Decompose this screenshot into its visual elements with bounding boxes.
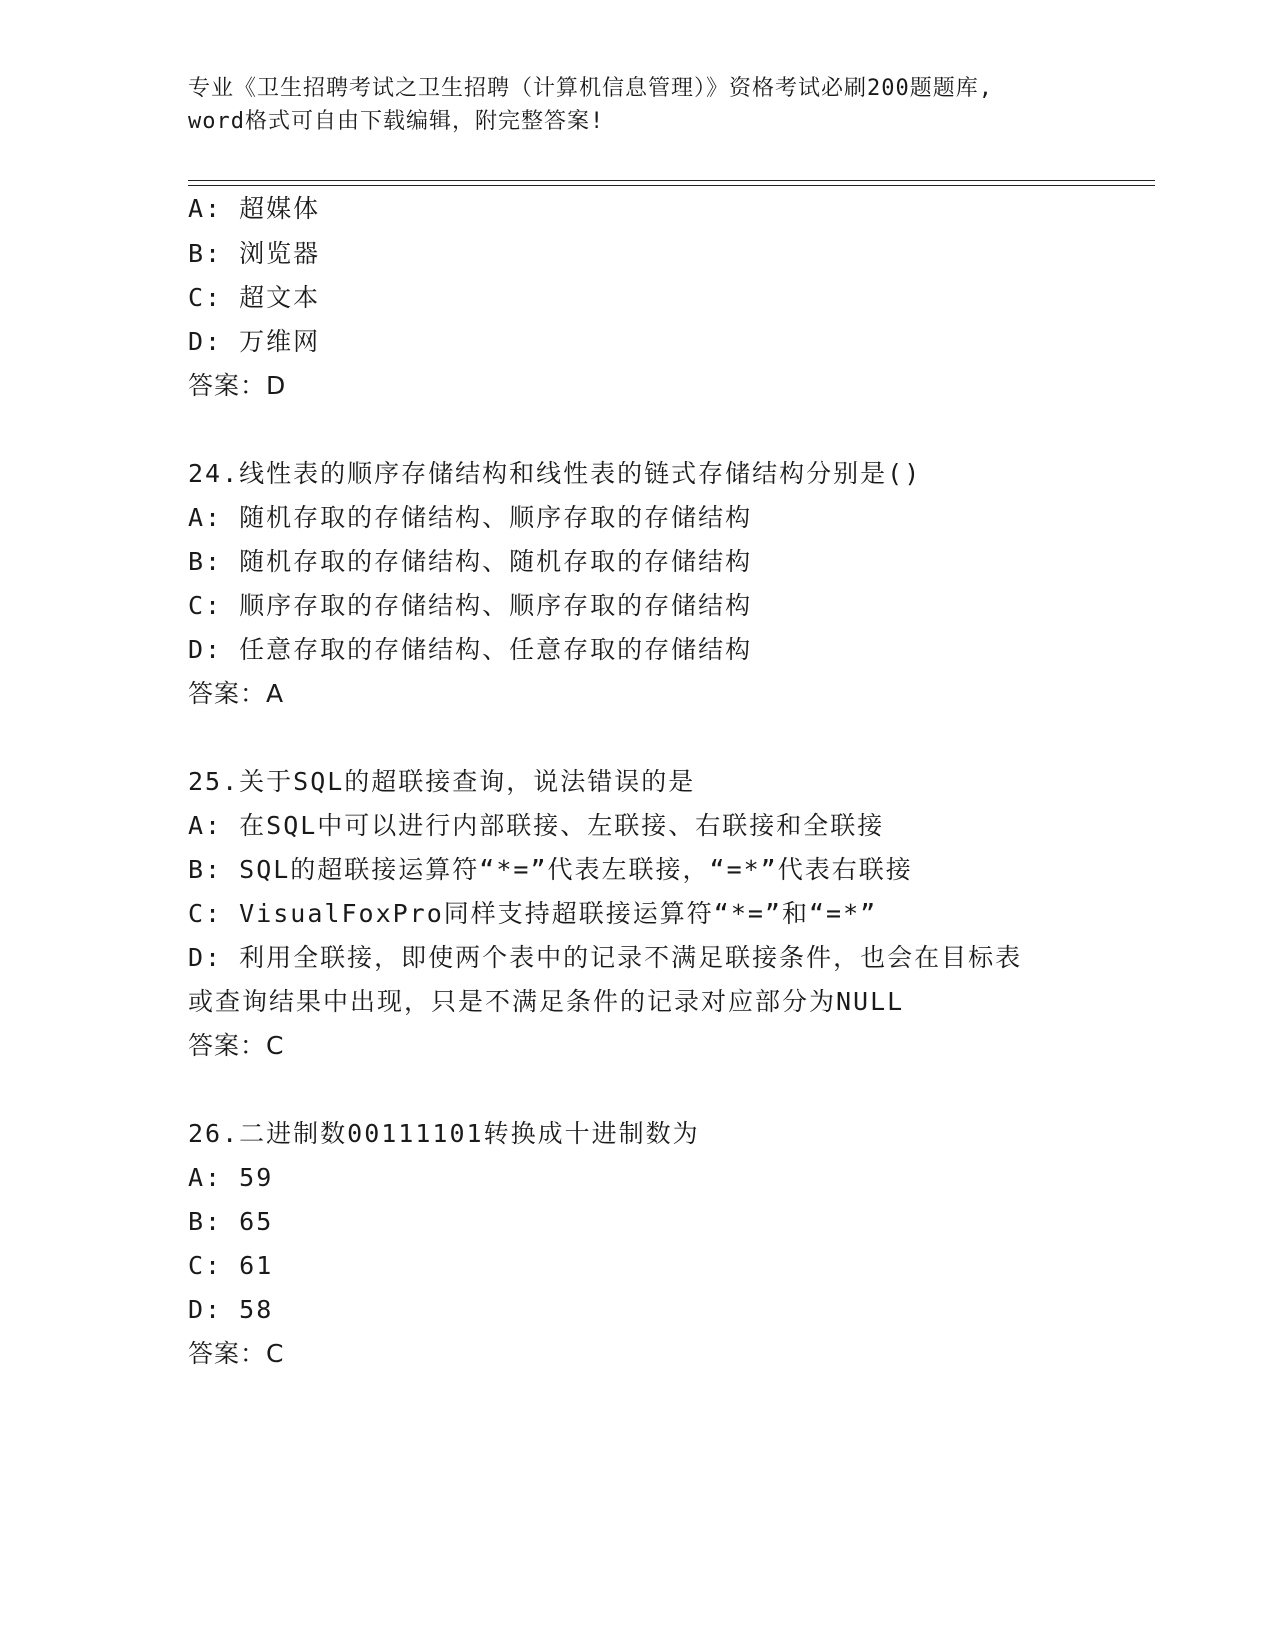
q25-option-d-line-2: 或查询结果中出现，只是不满足条件的记录对应部分为NULL bbox=[188, 987, 905, 1016]
q25-answer: 答案：C bbox=[188, 1031, 285, 1060]
q24-option-a: A: 随机存取的存储结构、顺序存取的存储结构 bbox=[188, 503, 753, 532]
q26-option-c: C: 61 bbox=[188, 1251, 274, 1280]
q23-option-a: A: 超媒体 bbox=[188, 194, 321, 223]
q23-option-c: C: 超文本 bbox=[188, 283, 321, 312]
q23-answer: 答案：D bbox=[188, 371, 287, 400]
q24-option-d: D: 任意存取的存储结构、任意存取的存储结构 bbox=[188, 635, 753, 664]
q26-option-b: B: 65 bbox=[188, 1207, 274, 1236]
q24-question: 24.线性表的顺序存储结构和线性表的链式存储结构分别是() bbox=[188, 459, 922, 488]
q24-option-c: C: 顺序存取的存储结构、顺序存取的存储结构 bbox=[188, 591, 753, 620]
q25-option-b: B: SQL的超联接运算符“*=”代表左联接，“=*”代表右联接 bbox=[188, 855, 913, 884]
header-title-line-2: word格式可自由下载编辑，附完整答案! bbox=[188, 109, 605, 134]
q23-option-d: D: 万维网 bbox=[188, 327, 321, 356]
q24-answer: 答案：A bbox=[188, 679, 285, 708]
q26-option-a: A: 59 bbox=[188, 1163, 274, 1192]
q23-option-b: B: 浏览器 bbox=[188, 239, 321, 268]
document-header bbox=[188, 72, 1088, 138]
q26-question: 26.二进制数00111101转换成十进制数为 bbox=[188, 1119, 700, 1148]
header-title-line-1: 专业《卫生招聘考试之卫生招聘（计算机信息管理）》资格考试必刷200题题库, bbox=[188, 76, 993, 101]
q24-option-b: B: 随机存取的存储结构、随机存取的存储结构 bbox=[188, 547, 753, 576]
q26-answer: 答案：C bbox=[188, 1339, 285, 1368]
header-divider-top bbox=[188, 180, 1155, 181]
q25-option-c: C: VisualFoxPro同样支持超联接运算符“*=”和“=*” bbox=[188, 899, 878, 928]
header-divider-bottom bbox=[188, 185, 1155, 186]
q25-option-a: A: 在SQL中可以进行内部联接、左联接、右联接和全联接 bbox=[188, 811, 885, 840]
q25-question: 25.关于SQL的超联接查询，说法错误的是 bbox=[188, 767, 696, 796]
q26-option-d: D: 58 bbox=[188, 1295, 274, 1324]
q25-option-d-line-1: D: 利用全联接，即使两个表中的记录不满足联接条件，也会在目标表 bbox=[188, 943, 1023, 972]
